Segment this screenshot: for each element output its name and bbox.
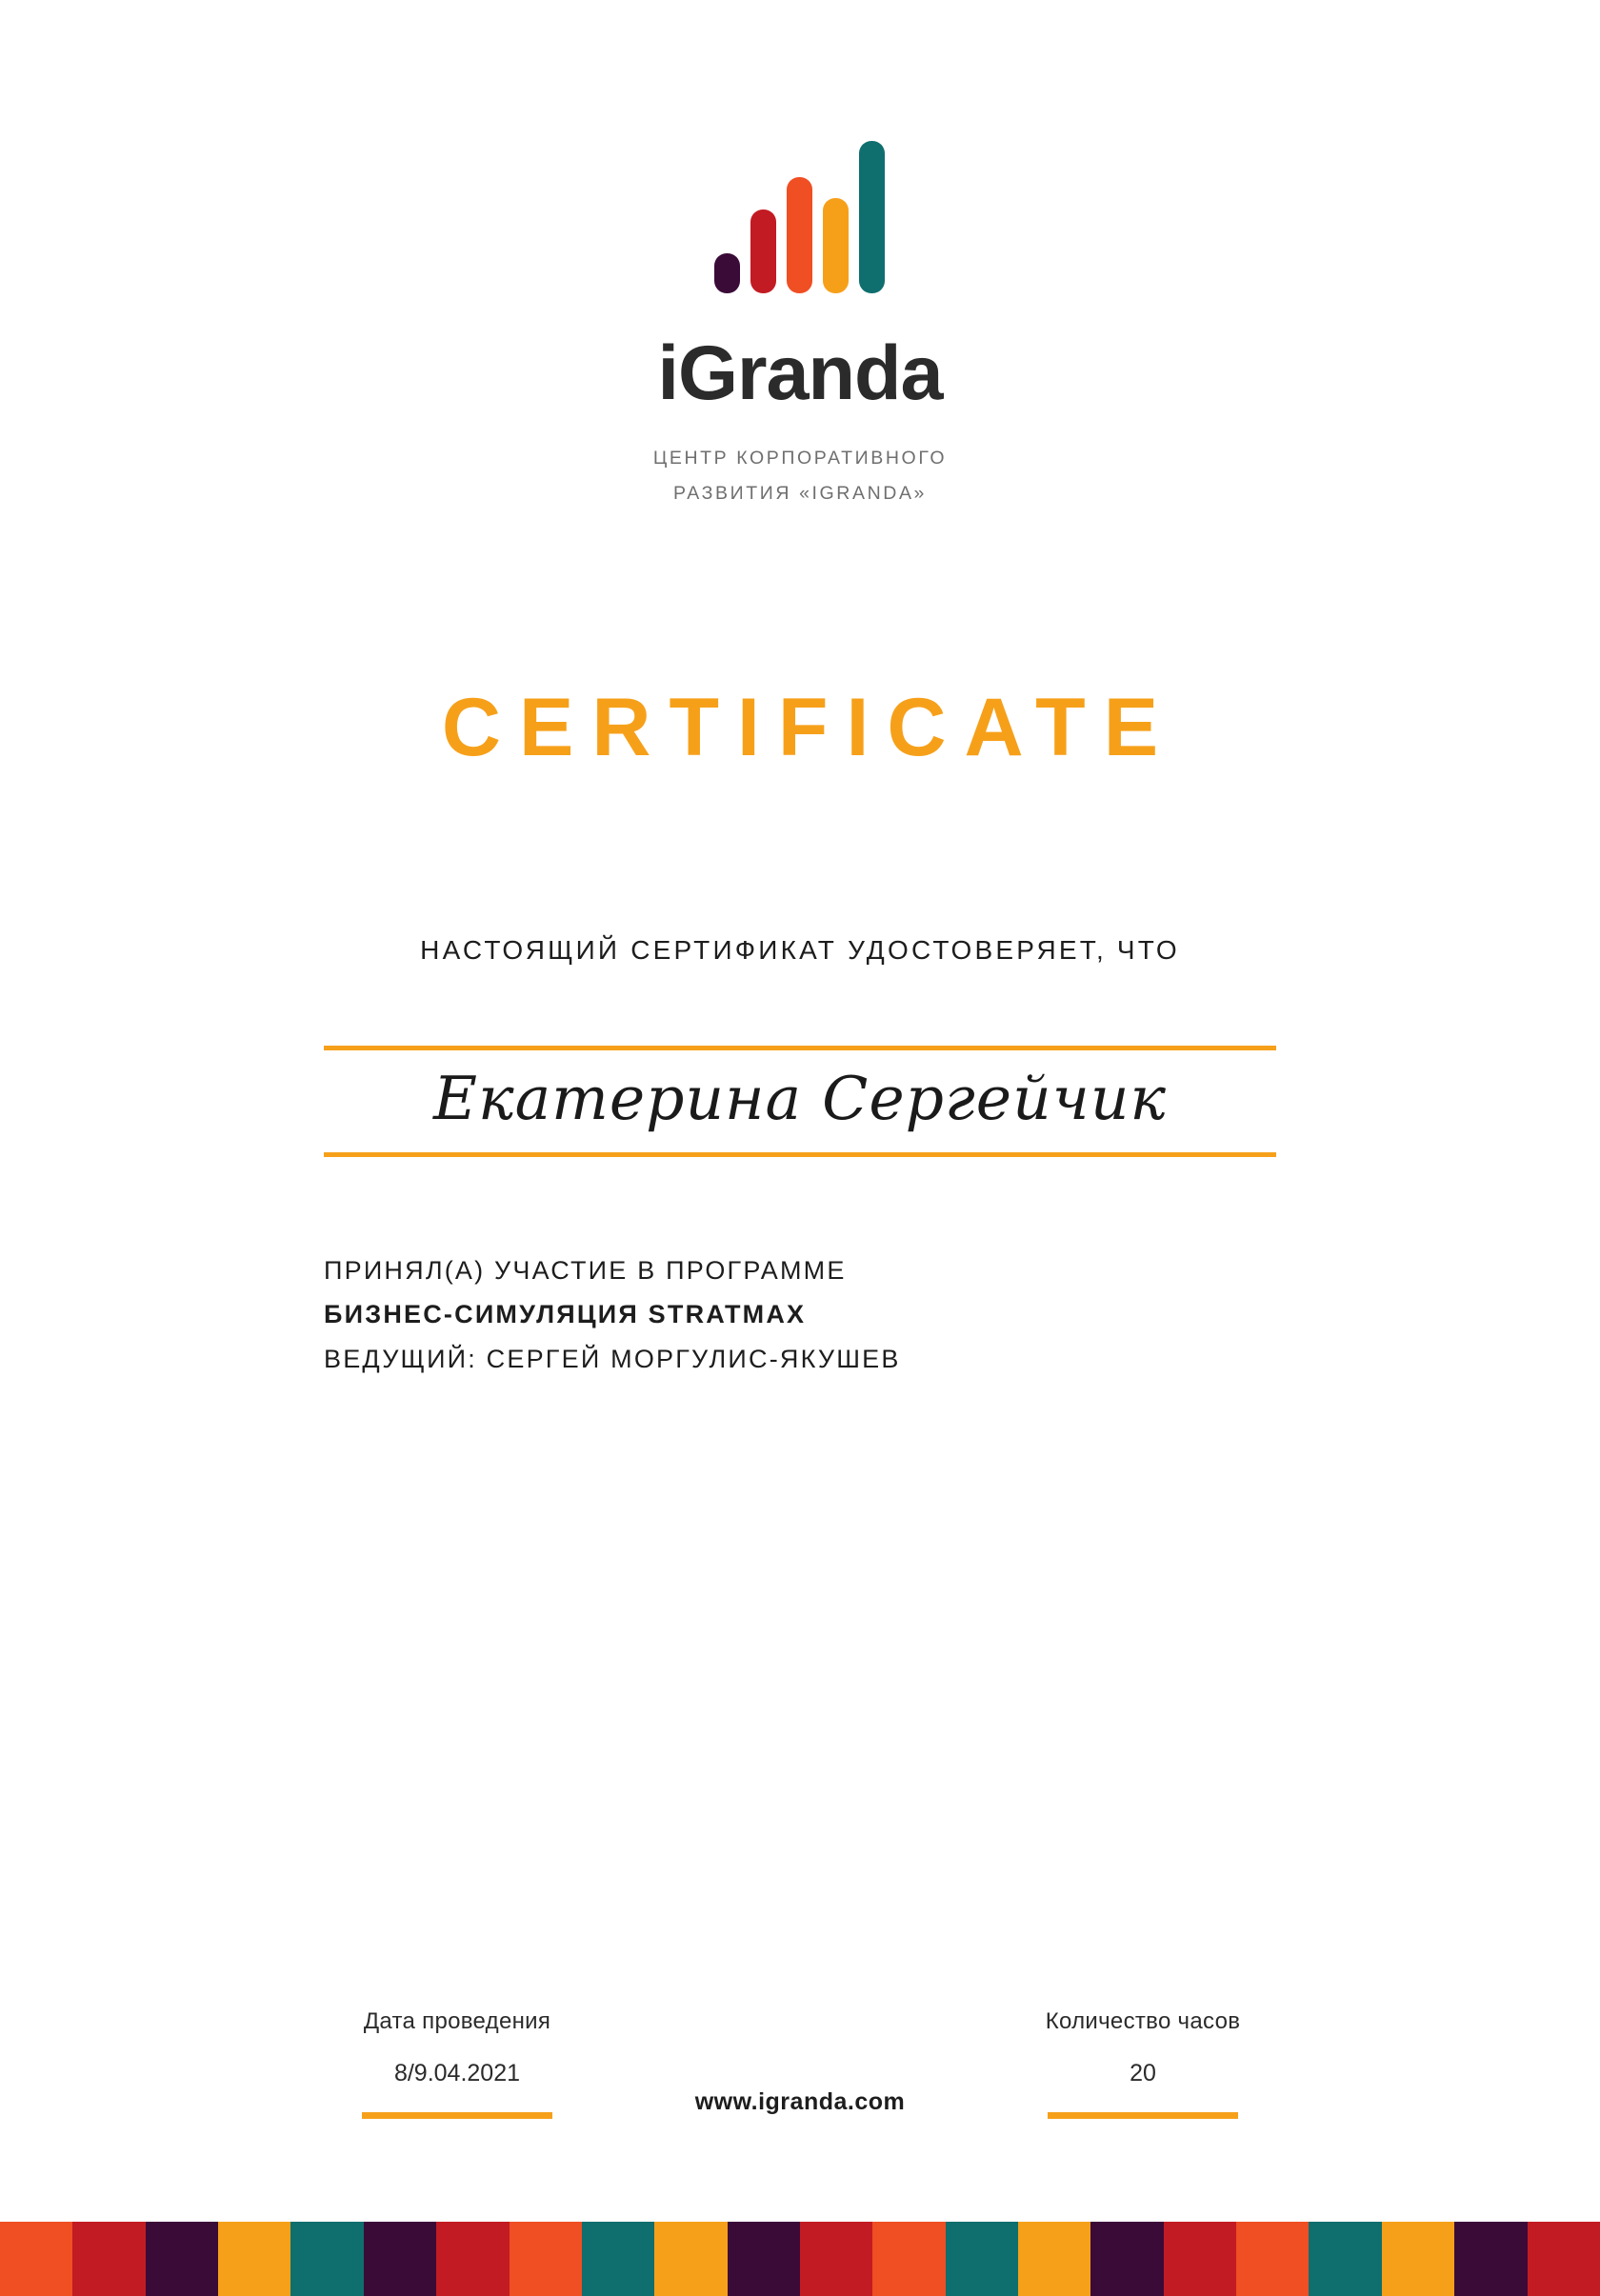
strip-block-7 xyxy=(436,2222,509,2296)
logo-wordmark: iGranda xyxy=(657,330,943,416)
certificate-title: CERTIFICATE xyxy=(441,682,1177,774)
strip-block-22 xyxy=(1528,2222,1600,2296)
strip-block-2 xyxy=(72,2222,145,2296)
strip-block-10 xyxy=(654,2222,727,2296)
strip-block-15 xyxy=(1018,2222,1090,2296)
strip-block-17 xyxy=(1164,2222,1236,2296)
logo-bar-1 xyxy=(714,253,740,293)
strip-block-6 xyxy=(364,2222,436,2296)
program-facilitator-line: ВЕДУЩИЙ: СЕРГЕЙ МОРГУЛИС-ЯКУШЕВ xyxy=(324,1344,901,1373)
certificate-footer xyxy=(0,2008,1600,2189)
program-name-line: БИЗНЕС-СИМУЛЯЦИЯ STRATMAX xyxy=(324,1300,807,1329)
logo-subtitle-line-2: РАЗВИТИЯ «IGRANDA» xyxy=(672,483,928,505)
strip-block-18 xyxy=(1236,2222,1309,2296)
strip-block-14 xyxy=(946,2222,1018,2296)
date-label: Дата проведения xyxy=(363,2008,551,2034)
logo-bar-4 xyxy=(823,198,849,293)
strip-block-19 xyxy=(1309,2222,1381,2296)
program-participation-line: ПРИНЯЛ(А) УЧАСТИЕ В ПРОГРАММЕ xyxy=(324,1255,847,1285)
program-details xyxy=(324,1248,1276,1381)
logo-subtitle-line-1: ЦЕНТР КОРПОРАТИВНОГО xyxy=(652,448,948,469)
logo-bar-chart-icon xyxy=(714,112,885,293)
recipient-name-band xyxy=(324,1032,1276,1174)
logo-block xyxy=(653,112,947,511)
logo-bar-2 xyxy=(750,210,776,293)
recipient-name: Екатерина Сергейчик xyxy=(432,1064,1168,1134)
date-value: 8/9.04.2021 xyxy=(393,2060,521,2086)
hours-label: Количество часов xyxy=(1045,2008,1241,2034)
footer-color-strip xyxy=(0,2222,1600,2296)
strip-block-21 xyxy=(1454,2222,1527,2296)
strip-block-3 xyxy=(146,2222,218,2296)
strip-block-1 xyxy=(0,2222,72,2296)
logo-bar-5 xyxy=(859,141,885,293)
strip-block-12 xyxy=(800,2222,872,2296)
strip-block-20 xyxy=(1382,2222,1454,2296)
intro-text: НАСТОЯЩИЙ СЕРТИФИКАТ УДОСТОВЕРЯЕТ, ЧТО xyxy=(420,935,1180,966)
strip-block-5 xyxy=(290,2222,363,2296)
strip-block-13 xyxy=(872,2222,945,2296)
strip-block-8 xyxy=(510,2222,582,2296)
logo-bar-3 xyxy=(787,177,812,293)
hours-value: 20 xyxy=(1130,2060,1156,2086)
strip-block-16 xyxy=(1090,2222,1163,2296)
website-link[interactable]: www.igranda.com xyxy=(694,2088,906,2115)
strip-block-9 xyxy=(582,2222,654,2296)
strip-block-11 xyxy=(728,2222,800,2296)
name-rule-bottom xyxy=(324,1152,1276,1157)
strip-block-4 xyxy=(218,2222,290,2296)
logo-subtitle xyxy=(653,441,947,511)
